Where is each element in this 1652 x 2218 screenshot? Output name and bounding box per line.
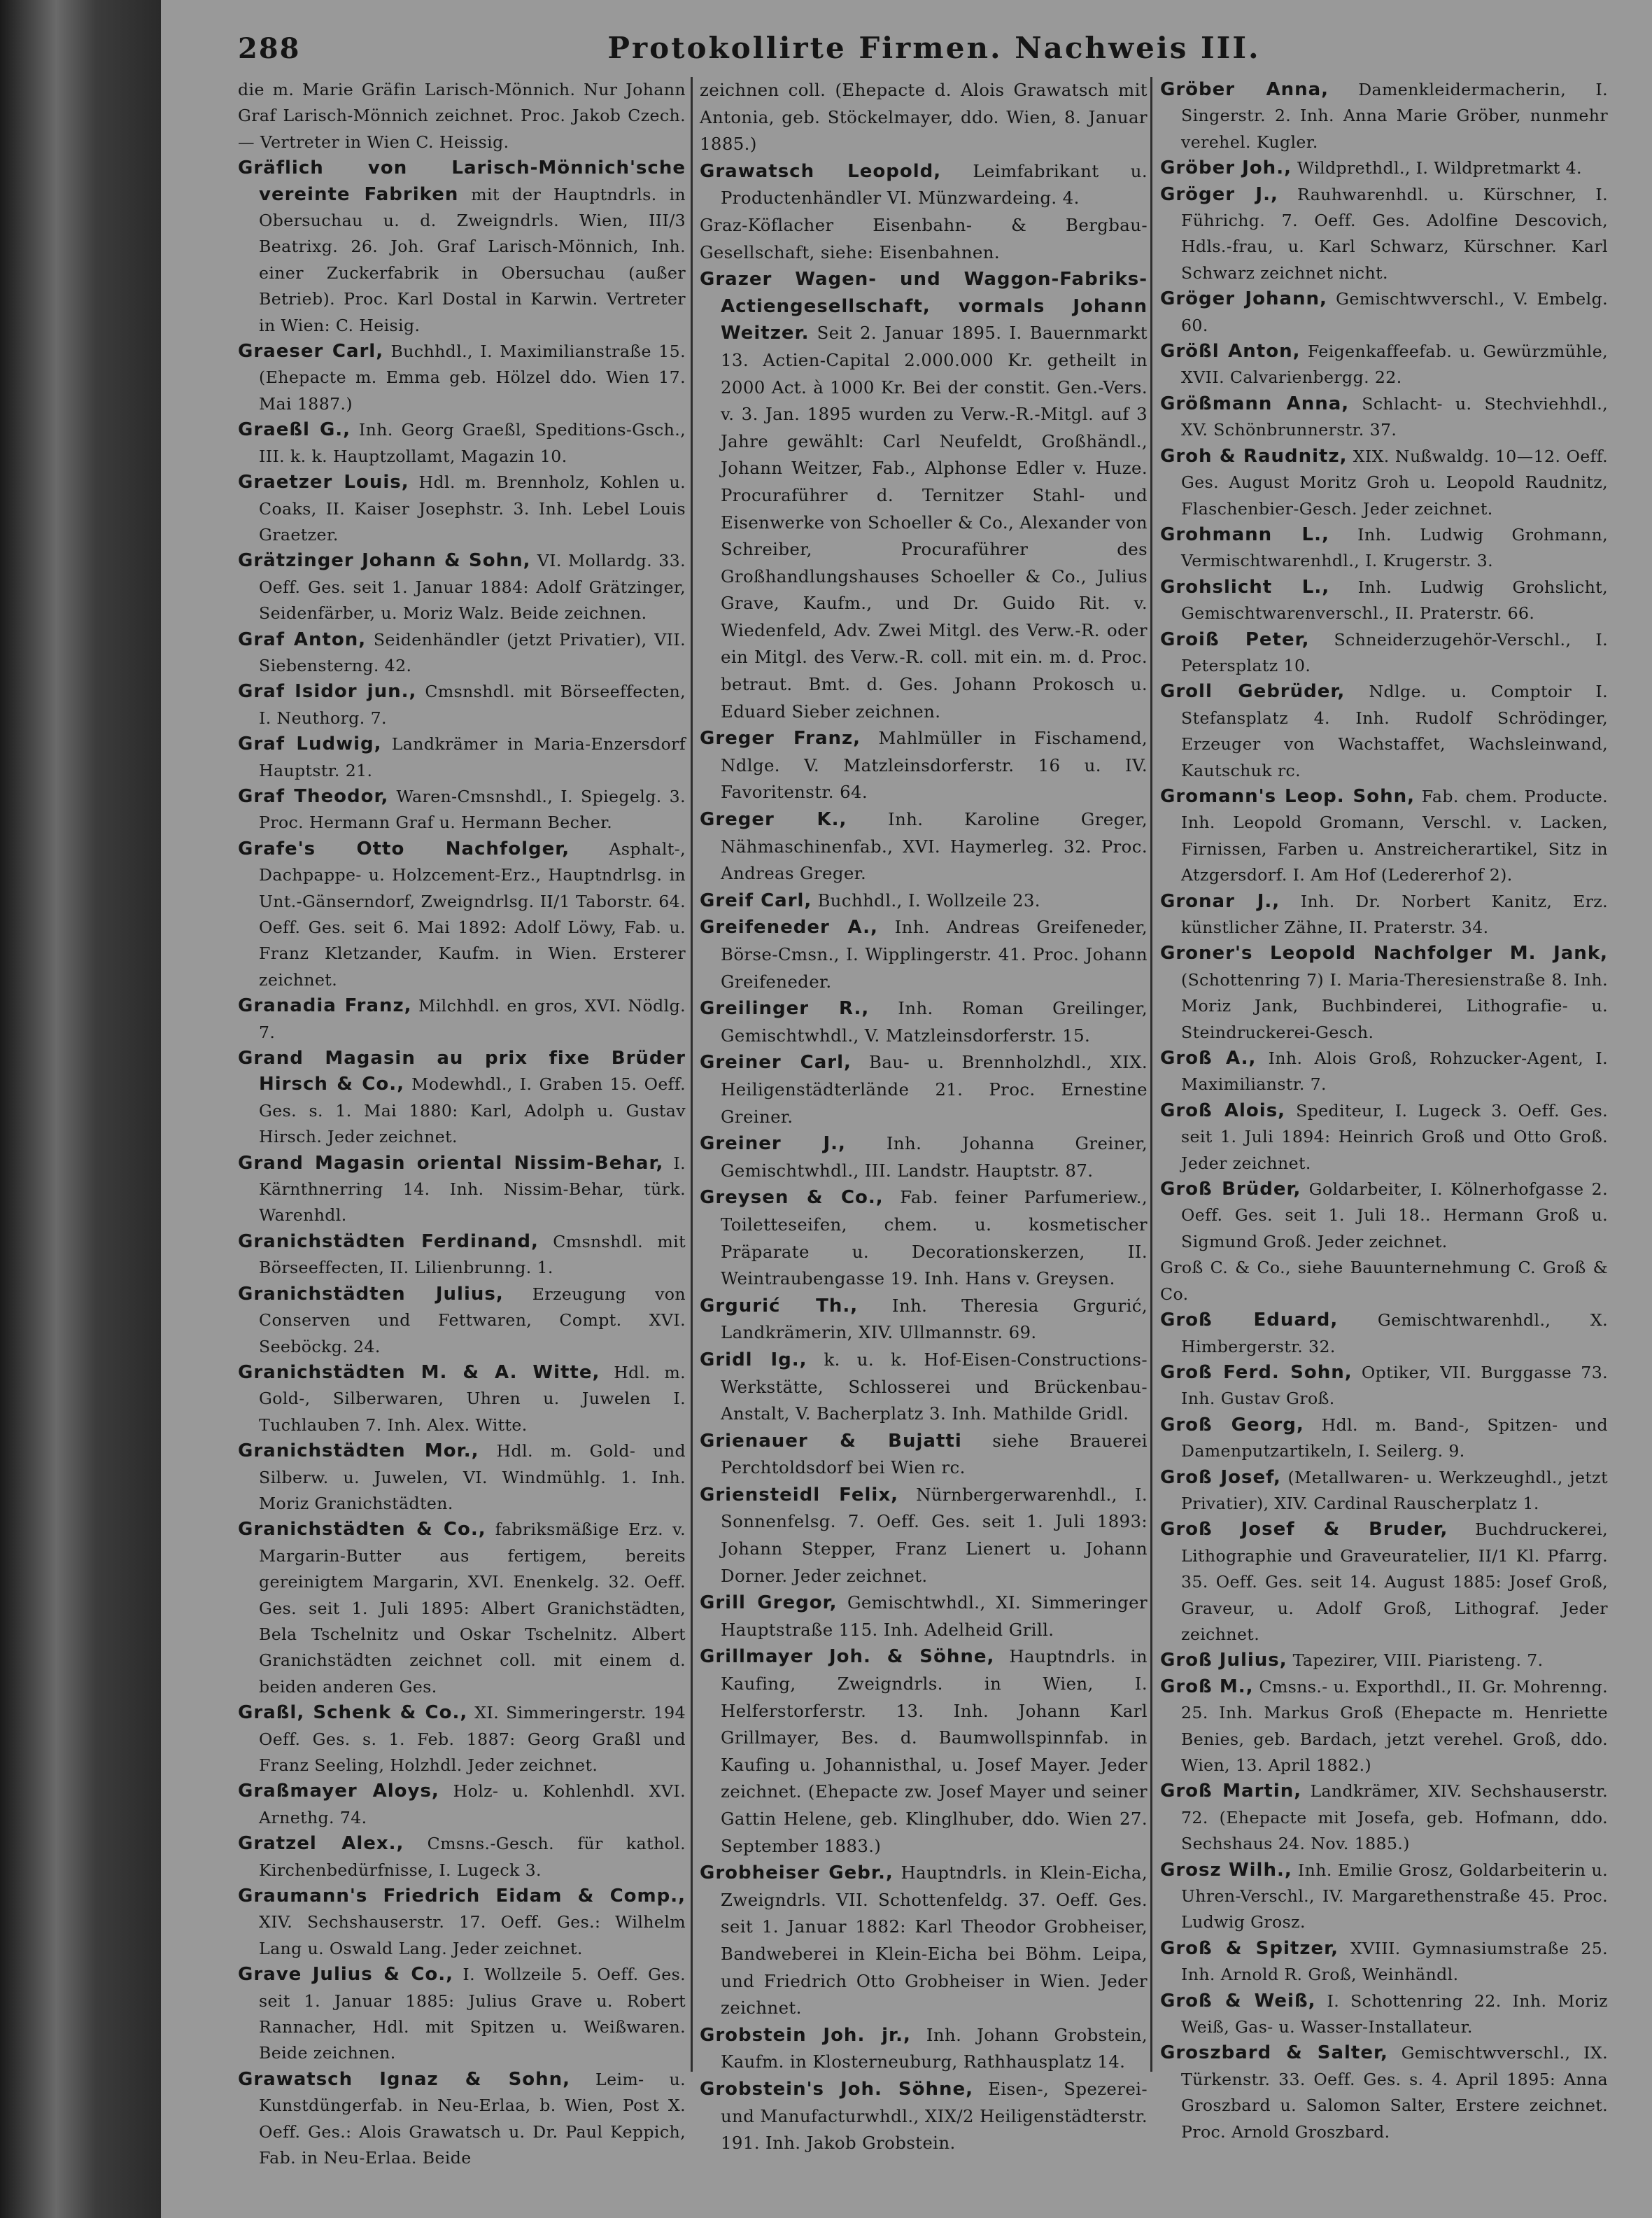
directory-entry: [1160, 2040, 1608, 2145]
firm-name: Graeser Carl,: [238, 341, 384, 363]
directory-entry: [238, 627, 686, 680]
firm-name: Groh & Raudnitz,: [1160, 445, 1348, 467]
entry-text: mit der Hauptndrls. in Obersuchau u. d. Zweigndrls. Wien, III/3 Beatrixg. 26. Joh. Graf Larisch-Mönnich, Inh. einer Zuckerfabrik in Obersuchau (außer Betrieb). Proc. Karl Dostal in Karwin. Vertreter in Wien: C. Heisig.: [259, 184, 686, 335]
entry-text: Inh. Roman Greilinger, Gemischtwhdl., V. Matzleinsdorferstr. 15.: [721, 998, 1148, 1046]
entry-text: Cmsnshdl. mit Börseeffecten, II. Lilienbrunng. 1.: [259, 1231, 686, 1278]
entry-text: Gemischtwverschl., IX. Türkenstr. 33. Oeff. Ges. s. 4. April 1895: Anna Groszbard u. Salomon Salter, Erstere zeichnet. Proc. Arnold Groszbard.: [1181, 2043, 1608, 2142]
directory-entry: [238, 1360, 686, 1438]
directory-entry: [700, 77, 1148, 158]
firm-name: Gräflich von Larisch-Mönnich'sche vereinte Fabriken: [238, 157, 686, 205]
directory-entry: [700, 995, 1148, 1049]
firm-name: Graeßl G.,: [238, 419, 351, 441]
entry-text: Leim- u. Kunstdüngerfab. in Neu-Erlaa, b. Wien, Post X. Oeff. Ges.: Alois Grawatsch u. Dr. Paul Keppich, Fab. in Neu-Erlaa. Beide: [259, 2069, 686, 2168]
firm-name: Gröber Joh.,: [1160, 157, 1292, 179]
firm-name: Graf Theodor,: [238, 785, 389, 807]
entry-text: Eisen-, Spezerei- und Manufacturwhdl., XIX/2 Heiligenstädterstr. 191. Inh. Jakob Grobstein.: [721, 2078, 1148, 2154]
firm-name: Greifeneder A.,: [700, 917, 878, 939]
directory-entry: [700, 1482, 1148, 1589]
firm-name: Grand Magasin au prix fixe Brüder Hirsch & Co.,: [238, 1048, 686, 1095]
directory-entry: [700, 1428, 1148, 1482]
entry-text: I. Schottenring 22. Inh. Moriz Weiß, Gas- u. Wasser-Installateur.: [1181, 1991, 1608, 2037]
entry-text: Hdl. m. Gold- und Silberw. u. Juwelen, VI. Windmühlg. 1. Inh. Moriz Granichstädten.: [259, 1441, 686, 1513]
directory-entry: [238, 993, 686, 1046]
firm-name: Graßl, Schenk & Co.,: [238, 1702, 468, 1724]
firm-name: Granichstädten Julius,: [238, 1283, 504, 1305]
firm-name: Groll Gebrüder,: [1160, 681, 1346, 703]
entry-text: Inh. Andreas Greifeneder, Börse-Cmsn., I. Wipplingerstr. 41. Proc. Johann Greifeneder.: [721, 917, 1148, 992]
directory-entry: [1160, 889, 1608, 941]
firm-name: Groß Josef & Bruder,: [1160, 1519, 1448, 1540]
directory-entry: [238, 679, 686, 731]
entry-text: Fab. feiner Parfumeriew., Toiletteseifen, chem. u. kosmetischer Präparate u. Decorationskerzen, II. Weintraubengasse 19. Inh. Hans v. Greysen.: [721, 1187, 1148, 1289]
firm-name: Graf Ludwig,: [238, 734, 382, 755]
entry-text: Leimfabrikant u. Productenhändler VI. Münzwardeing. 4.: [721, 160, 1148, 209]
firm-name: Gridl Ig.,: [700, 1349, 807, 1370]
entry-text: Rauhwarenhdl. u. Kürschner, I. Führichg. 7. Oeff. Ges. Adolfine Descovich, Hdls.-frau, u. Karl Schwarz, Kürschner. Karl Schwarz zeichnet nicht.: [1181, 184, 1608, 283]
firm-name: Groß Georg,: [1160, 1414, 1304, 1436]
firm-name: Graumann's Friedrich Eidam & Comp.,: [238, 1886, 686, 1907]
entry-text: Wildprethdl., I. Wildpretmarkt 4.: [1297, 158, 1582, 178]
entry-text: Cmsnshdl. mit Börseeffecten, I. Neuthorg. 7.: [259, 682, 686, 728]
book-spine-shadow: [0, 0, 161, 2218]
entry-text: Buchdruckerei, Lithographie und Graveuratelier, II/1 Kl. Pfarrg. 35. Oeff. Ges. seit 14. August 1885: Josef Groß, Graveur, u. Adolf Groß, Lithograf. Jeder zeichnet.: [1181, 1519, 1608, 1644]
entry-text: Bau- u. Brennholzhdl., XIX. Heiligenstädterlände 21. Proc. Ernestine Greiner.: [721, 1052, 1148, 1127]
directory-entry: [238, 155, 686, 339]
directory-entry: [238, 1151, 686, 1229]
entry-text: Seit 2. Januar 1895. I. Bauernmarkt 13. Actien-Capital 2.000.000 Kr. getheilt in 2000 Act. à 1000 Kr. Bei der constit. Gen.-Vers. v. 3. Jan. 1895 wurden zu Verw.-R.-Mitgl. auf 3 Jahre gewählt: Carl Neufeldt, Großhändl., Johann Weitzer, Fab., Alphonse Edler v. Huze. Procuraführer d. Ternitzer Stahl- und Eisenwerke von Schoeller & Co., Alexander von Schreiber, Procuraführer des Großhandlungshauses Schoeller & Co., Julius Grave, Kaufm., und Dr. Guido Rit. v. Wiedenfeld, Adv. Zwei Mitgl. des Verw.-R. oder ein Mitgl. des Verw.-R. coll. mit ein. m. d. Proc. betraut. Bmt. d. Ges. Johann Prokosch u. Eduard Sieber zeichnen.: [721, 323, 1148, 722]
entry-text: Feigenkaffeefab. u. Gewürzmühle, XVII. Calvarienbergg. 22.: [1181, 342, 1609, 388]
entry-text: (Metallwaren- u. Werkzeughdl., jetzt Privatier), XIV. Cardinal Rauscherplatz 1.: [1181, 1467, 1608, 1513]
entry-text: fabriksmäßige Erz. v. Margarin-Butter aus fertigem, bereits gereinigtem Margarin, XVI. Enenkelg. 32. Oeff. Ges. seit 1. Juli 1895: Albert Granichstädten, Bela Tschelnitz und Oskar Tschelnitz. Albert Granichstädten zeichnet coll. mit einem d. beiden anderen Ges.: [259, 1519, 686, 1697]
entry-text: XIX. Nußwaldg. 10—12. Oeff. Ges. August Moritz Groh u. Leopold Raudnitz, Flaschenbier-Gesch. Jeder zeichnet.: [1181, 446, 1608, 519]
firm-name: Grawatsch Ignaz & Sohn,: [238, 2068, 571, 2090]
firm-name: Groß Brüder,: [1160, 1179, 1301, 1200]
directory-entry: [700, 887, 1148, 915]
firm-name: Graetzer Louis,: [238, 472, 409, 493]
directory-entry: [1160, 1412, 1608, 1465]
firm-name: Grgurić Th.,: [700, 1295, 859, 1317]
firm-name: Grobstein Joh. jr.,: [700, 2024, 911, 2046]
directory-entry: [1160, 339, 1608, 391]
firm-name: Groß A.,: [1160, 1048, 1257, 1069]
directory-entry: [238, 836, 686, 993]
firm-name: Groß Eduard,: [1160, 1310, 1339, 1331]
firm-name: Groß M.,: [1160, 1676, 1254, 1697]
directory-entry: [238, 1831, 686, 1883]
firm-name: Grave Julius & Co.,: [238, 1964, 454, 1986]
directory-entry: [700, 1589, 1148, 1643]
entry-text: Fab. chem. Producte. Inh. Leopold Gromann, Verschl. v. Lacken, Firnissen, Farben u. Anstreicherartikel, Sitz in Atzgersdorf. I. Am Hof (Ledererhof 2).: [1181, 786, 1608, 885]
firm-name: Größmann Anna,: [1160, 393, 1350, 414]
directory-entry: [700, 806, 1148, 887]
directory-entry: [1160, 1255, 1608, 1307]
firm-name: Gratzel Alex.,: [238, 1833, 404, 1855]
directory-entry: [238, 1517, 686, 1700]
entry-text: Ndlge. u. Comptoir I. Stefansplatz 4. Inh. Rudolf Schrödinger, Erzeuger von Wachstaffet, Wachsleinwand, Kautschuk rc.: [1181, 682, 1608, 780]
firm-name: Grill Gregor,: [700, 1592, 838, 1614]
directory-entry: [238, 1046, 686, 1151]
entry-text: Hauptndrls. in Klein-Eicha, Zweigndrls. VII. Schottenfeldg. 37. Oeff. Ges. seit 1. Januar 1882: Karl Theodor Grobheiser, Bandweberei in Klein-Eicha bei Böhm. Leipa, und Friedrich Otto Grobheiser in Wien. Jeder zeichnet.: [721, 1862, 1148, 2019]
entry-text: Schneiderzugehör-Verschl., I. Petersplatz 10.: [1181, 629, 1608, 675]
firm-name: Griensteidl Felix,: [700, 1484, 898, 1505]
entry-text: Asphalt-, Dachpappe- u. Holzcement-Erz., Hauptndrlsg. in Unt.-Gänserndorf, Zweigndrlsg. II/1 Taborstr. 64. Oeff. Ges. seit 6. Mai 1892: Adolf Löwy, Fab. u. Franz Kletzander, Kaufm. in Wien. Ersterer zeichnet.: [259, 838, 686, 990]
entry-text: Gemischtwhdl., XI. Simmeringer Hauptstraße 115. Inh. Adelheid Grill.: [721, 1592, 1148, 1640]
directory-entry: [1160, 1098, 1608, 1177]
entry-text: Milchhdl. en gros, XVI. Nödlg. 7.: [259, 996, 686, 1042]
directory-entry: [700, 158, 1148, 212]
entry-text: Seidenhändler (jetzt Privatier), VII. Siebensterng. 42.: [259, 629, 686, 675]
entry-text: Waren-Cmsnshdl., I. Spiegelg. 3. Proc. Hermann Graf u. Hermann Becher.: [259, 786, 686, 833]
firm-name: Grobstein's Joh. Söhne,: [700, 2078, 974, 2100]
entry-text: Goldarbeiter, I. Kölnerhofgasse 2. Oeff. Ges. seit 1. Juli 18.. Hermann Groß u. Sigmund Groß. Jeder zeichnet.: [1181, 1179, 1608, 1251]
entry-text: Inh. Karoline Greger, Nähmaschinenfab., XVI. Haymerleg. 32. Proc. Andreas Greger.: [721, 809, 1148, 884]
firm-name: Groß Ferd. Sohn,: [1160, 1361, 1353, 1383]
page-number: 288: [238, 32, 301, 65]
entry-text: die m. Marie Gräfin Larisch-Mönnich. Nur Johann Graf Larisch-Mönnich zeichnet. Proc. Jakob Czech. — Vertreter in Wien C. Heissig.: [238, 80, 686, 152]
directory-entry: [1160, 182, 1608, 287]
firm-name: Gröber Anna,: [1160, 79, 1329, 100]
column-divider: [691, 77, 693, 2072]
firm-name: Groß Josef,: [1160, 1466, 1281, 1488]
entry-text: zeichnen coll. (Ehepacte d. Alois Grawatsch mit Antonia, geb. Stöckelmayer, ddo. Wien, 8. Januar 1885.): [700, 80, 1148, 155]
directory-entry: [1160, 1177, 1608, 1255]
entry-text: Inh. Alois Groß, Rohzucker-Agent, I. Maximilianstr. 7.: [1181, 1048, 1608, 1095]
directory-entry: [238, 417, 686, 470]
directory-entry: [1160, 155, 1608, 181]
entry-text: Hdl. m. Brennholz, Kohlen u. Coaks, II. Kaiser Josephstr. 3. Inh. Lebel Louis Graetzer.: [259, 472, 686, 545]
entry-text: Hauptndrls. in Kaufing, Zweigndrls. in Wien, I. Helferstorferstr. 13. Inh. Johann Karl Grillmayer, Bes. d. Baumwollspinnfab. in Kaufing u. Johannisthal, u. Josef Mayer. Jeder zeichnet. (Ehepacte zw. Josef Mayer und seiner Gattin Helene, geb. Klinglhuber, ddo. Wien 27. September 1883.): [721, 1646, 1148, 1856]
firm-name: Groß Alois,: [1160, 1100, 1286, 1121]
column-middle: [700, 77, 1148, 2157]
directory-entry: [700, 1293, 1148, 1347]
directory-entry: [238, 77, 686, 155]
firm-name: Grobheiser Gebr.,: [700, 1862, 894, 1884]
directory-entry: [1160, 575, 1608, 627]
firm-name: Gromann's Leop. Sohn,: [1160, 785, 1415, 807]
directory-entry: [700, 725, 1148, 806]
entry-text: I. Kärnthnerring 14. Inh. Nissim-Behar, türk. Warenhdl.: [259, 1153, 686, 1226]
directory-entry: [700, 1184, 1148, 1292]
directory-entry: [1160, 77, 1608, 155]
entry-text: Erzeugung von Conserven und Fettwaren, Compt. XVI. Seeböckg. 24.: [259, 1284, 686, 1356]
directory-entry: [1160, 941, 1608, 1046]
column-right: [1160, 77, 1608, 2145]
directory-entry: [700, 914, 1148, 995]
entry-text: Inh. Ludwig Grohslicht, Gemischtwarenverschl., II. Praterstr. 66.: [1181, 577, 1608, 624]
directory-entry: [1160, 1988, 1608, 2041]
firm-name: Grosz Wilh.,: [1160, 1859, 1292, 1881]
entry-text: Inh. Ludwig Grohmann, Vermischtwarenhdl., I. Krugerstr. 3.: [1181, 524, 1608, 571]
entry-text: Gemischtwverschl., V. Embelg. 60.: [1181, 289, 1608, 335]
column-left: [238, 77, 686, 2172]
firm-name: Grienauer & Bujatti: [700, 1430, 962, 1452]
entry-text: XI. Simmeringerstr. 194 Oeff. Ges. s. 1. Feb. 1887: Georg Graßl und Franz Seeling, Holzhdl. Jeder zeichnet.: [259, 1703, 686, 1775]
firm-name: Größl Anton,: [1160, 341, 1301, 363]
directory-entry: [1160, 1517, 1608, 1648]
entry-text: k. u. k. Hof-Eisen-Constructions-Werkstätte, Schlosserei und Brückenbau-Anstalt, V. Bacherplatz 3. Inh. Mathilde Gridl.: [721, 1349, 1148, 1424]
directory-entry: [1160, 1674, 1608, 1779]
directory-entry: [1160, 522, 1608, 575]
directory-entry: [238, 1229, 686, 1282]
running-title: Protokollirte Firmen. Nachweis III.: [607, 31, 1261, 65]
directory-entry: [1160, 1046, 1608, 1098]
firm-name: Granadia Franz,: [238, 995, 412, 1017]
directory-entry: [238, 731, 686, 784]
entry-text: Mahlmüller in Fischamend, Ndlge. V. Matzleinsdorferstr. 16 u. IV. Favoritenstr. 64.: [721, 728, 1148, 803]
entry-text: Groß C. & Co., siehe Bauunternehmung C. Groß & Co.: [1160, 1258, 1608, 1304]
entry-text: Holz- u. Kohlenhdl. XVI. Arnethg. 74.: [259, 1781, 686, 1827]
firm-name: Gronar J.,: [1160, 890, 1280, 912]
entry-text: Landkrämer, XIV. Sechshauserstr. 72. (Ehepacte mit Josefa, geb. Hofmann, ddo. Sechshaus 24. Nov. 1885.): [1181, 1781, 1609, 1854]
firm-name: Groszbard & Salter,: [1160, 2042, 1388, 2064]
directory-entry: [1160, 286, 1608, 339]
entry-text: Hdl. m. Gold-, Silberwaren, Uhren u. Juwelen I. Tuchlauben 7. Inh. Alex. Witte.: [259, 1362, 686, 1435]
firm-name: Greger Franz,: [700, 728, 861, 750]
entry-text: Inh. Theresia Grgurić, Landkrämerin, XIV. Ullmannstr. 69.: [721, 1295, 1148, 1343]
entry-text: Gemischtwarenhdl., X. Himbergerstr. 32.: [1181, 1310, 1608, 1356]
directory-entry: [700, 1130, 1148, 1184]
directory-page: [161, 0, 1652, 2218]
directory-entry: [1160, 627, 1608, 680]
firm-name: Granichstädten & Co.,: [238, 1519, 486, 1540]
directory-entry: [1160, 1360, 1608, 1412]
directory-entry: [700, 266, 1148, 725]
firm-name: Granichstädten M. & A. Witte,: [238, 1361, 600, 1383]
directory-entry: [238, 1438, 686, 1517]
entry-text: Damenkleidermacherin, I. Singerstr. 2. Inh. Anna Marie Gröber, nunmehr verehel. Kugler.: [1181, 80, 1608, 152]
entry-text: Inh. Johann Grobstein, Kaufm. in Klosterneuburg, Rathhausplatz 14.: [721, 2024, 1148, 2072]
entry-text: Spediteur, I. Lugeck 3. Oeff. Ges. seit 1. Juli 1894: Heinrich Groß und Otto Groß. Jeder zeichnet.: [1181, 1100, 1608, 1173]
entry-text: XIV. Sechshauserstr. 17. Oeff. Ges.: Wilhelm Lang u. Oswald Lang. Jeder zeichnet.: [259, 1912, 686, 1958]
firm-name: Greysen & Co.,: [700, 1187, 884, 1209]
firm-name: Greif Carl,: [700, 890, 812, 911]
firm-name: Grafe's Otto Nachfolger,: [238, 838, 570, 859]
directory-entry: [1160, 391, 1608, 444]
firm-name: Grazer Wagen- und Waggon-Fabriks-Actiengesellschaft, vormals Johann Weitzer.: [700, 269, 1148, 344]
firm-name: Greilinger R.,: [700, 998, 870, 1020]
entry-text: Schlacht- u. Stechviehhdl., XV. Schönbrunnerstr. 37.: [1181, 393, 1609, 440]
firm-name: Grand Magasin oriental Nissim-Behar,: [238, 1152, 664, 1174]
firm-name: Groner's Leopold Nachfolger M. Jank,: [1160, 943, 1608, 964]
firm-name: Greger K.,: [700, 809, 847, 831]
firm-name: Graf Isidor jun.,: [238, 681, 417, 703]
directory-entry: [238, 784, 686, 836]
directory-entry: [1160, 1307, 1608, 1360]
firm-name: Groß & Weiß,: [1160, 1990, 1316, 2012]
entry-text: Optiker, VII. Burggasse 73. Inh. Gustav Groß.: [1181, 1362, 1609, 1409]
directory-entry: [700, 1643, 1148, 1860]
firm-name: Greiner Carl,: [700, 1052, 852, 1074]
entry-text: Landkrämer in Maria-Enzersdorf Hauptstr. 21.: [259, 734, 686, 780]
firm-name: Groß Julius,: [1160, 1650, 1287, 1671]
firm-name: Groß Martin,: [1160, 1781, 1302, 1802]
directory-entry: [700, 1049, 1148, 1130]
firm-name: Grätzinger Johann & Sohn,: [238, 550, 531, 572]
directory-entry: [238, 548, 686, 626]
directory-entry: [238, 1282, 686, 1360]
firm-name: Groß & Spitzer,: [1160, 1937, 1339, 1959]
entry-text: Cmsns.-Gesch. für kathol. Kirchenbedürfnisse, I. Lugeck 3.: [259, 1834, 686, 1880]
entry-text: Inh. Dr. Norbert Kanitz, Erz. künstlicher Zähne, II. Praterstr. 34.: [1181, 891, 1608, 937]
entry-text: Inh. Emilie Grosz, Goldarbeiterin u. Uhren-Verschl., IV. Margarethenstraße 45. Proc. Ludwig Grosz.: [1181, 1860, 1609, 1932]
firm-name: Gröger Johann,: [1160, 288, 1327, 310]
directory-entry: [238, 339, 686, 417]
entry-text: (Schottenring 7) I. Maria-Theresienstraße 8. Inh. Moriz Jank, Buchbinderei, Lithografie- u. Steindruckerei-Gesch.: [1181, 969, 1608, 1042]
entry-text: XVIII. Gymnasiumstraße 25. Inh. Arnold R. Groß, Weinhändl.: [1181, 1938, 1609, 1985]
directory-entry: [1160, 444, 1608, 522]
directory-entry: [238, 1778, 686, 1831]
entry-text: Cmsns.- u. Exporthdl., II. Gr. Mohrenng. 25. Inh. Markus Groß (Ehepacte m. Henriette Benies, geb. Bardach, jetzt verehel. Groß, ddo. Wien, 13. April 1882.): [1181, 1676, 1608, 1775]
firm-name: Grohslicht L.,: [1160, 576, 1330, 598]
directory-entry: [238, 1700, 686, 1778]
entry-text: Inh. Johanna Greiner, Gemischtwhdl., III. Landstr. Hauptstr. 87.: [721, 1133, 1148, 1181]
firm-name: Greiner J.,: [700, 1133, 846, 1155]
directory-entry: [700, 2076, 1148, 2157]
firm-name: Gröger J.,: [1160, 183, 1278, 205]
directory-entry: [238, 1962, 686, 2067]
directory-entry: [1160, 1936, 1608, 1988]
directory-entry: [1160, 679, 1608, 784]
directory-entry: [700, 1860, 1148, 2022]
firm-name: Graf Anton,: [238, 629, 367, 650]
directory-entry: [700, 2022, 1148, 2076]
entry-text: Buchhdl., I. Wollzeile 23.: [817, 890, 1040, 911]
directory-entry: [238, 1883, 686, 1962]
firm-name: Grillmayer Joh. & Söhne,: [700, 1646, 995, 1668]
directory-entry: [238, 2067, 686, 2172]
entry-text: I. Wollzeile 5. Oeff. Ges. seit 1. Januar 1885: Julius Grave u. Robert Rannacher, Hdl. mit Spitzen u. Weißwaren. Beide zeichnen.: [259, 1965, 686, 2063]
directory-entry: [238, 470, 686, 548]
entry-text: Hdl. m. Band-, Spitzen- und Damenputzartikeln, I. Seilerg. 9.: [1181, 1415, 1609, 1461]
entry-text: Nürnbergerwarenhdl., I. Sonnenfelsg. 7. Oeff. Ges. seit 1. Juli 1893: Johann Stepper, Franz Lienert u. Johann Dorner. Jeder zeichnet.: [721, 1484, 1148, 1586]
entry-text: Modewhdl., I. Graben 15. Oeff. Ges. s. 1. Mai 1880: Karl, Adolph u. Gustav Hirsch. Jeder zeichnet.: [259, 1074, 686, 1147]
entry-text: Buchhdl., I. Maximilianstraße 15. (Ehepacte m. Emma geb. Hölzel ddo. Wien 17. Mai 1887.): [259, 342, 686, 414]
firm-name: Groiß Peter,: [1160, 629, 1310, 650]
column-divider: [1150, 77, 1152, 2072]
firm-name: Graßmayer Aloys,: [238, 1781, 439, 1802]
firm-name: Grohmann L.,: [1160, 524, 1329, 545]
entry-text: Tapezirer, VIII. Piaristeng. 7.: [1292, 1650, 1544, 1671]
directory-entry: [1160, 784, 1608, 889]
directory-entry: [1160, 1778, 1608, 1857]
firm-name: Granichstädten Ferdinand,: [238, 1230, 539, 1252]
directory-entry: [700, 1347, 1148, 1428]
entry-text: siehe Brauerei Perchtoldsdorf bei Wien rc.: [721, 1430, 1148, 1478]
firm-name: Granichstädten Mor.,: [238, 1440, 479, 1462]
page-header: [238, 28, 1630, 70]
entry-text: Inh. Georg Graeßl, Speditions-Gsch., III. k. k. Hauptzollamt, Magazin 10.: [259, 420, 686, 466]
firm-name: Grawatsch Leopold,: [700, 160, 942, 182]
entry-text: Graz-Köflacher Eisenbahn- & Bergbau-Gesellschaft, siehe: Eisenbahnen.: [700, 214, 1148, 262]
entry-text: VI. Mollardg. 33. Oeff. Ges. seit 1. Januar 1884: Adolf Grätzinger, Seidenfärber, u. Moriz Walz. Beide zeichnen.: [259, 551, 686, 624]
directory-entry: [1160, 1858, 1608, 1936]
directory-entry: [1160, 1648, 1608, 1673]
directory-entry: [1160, 1465, 1608, 1517]
directory-entry: [700, 212, 1148, 266]
